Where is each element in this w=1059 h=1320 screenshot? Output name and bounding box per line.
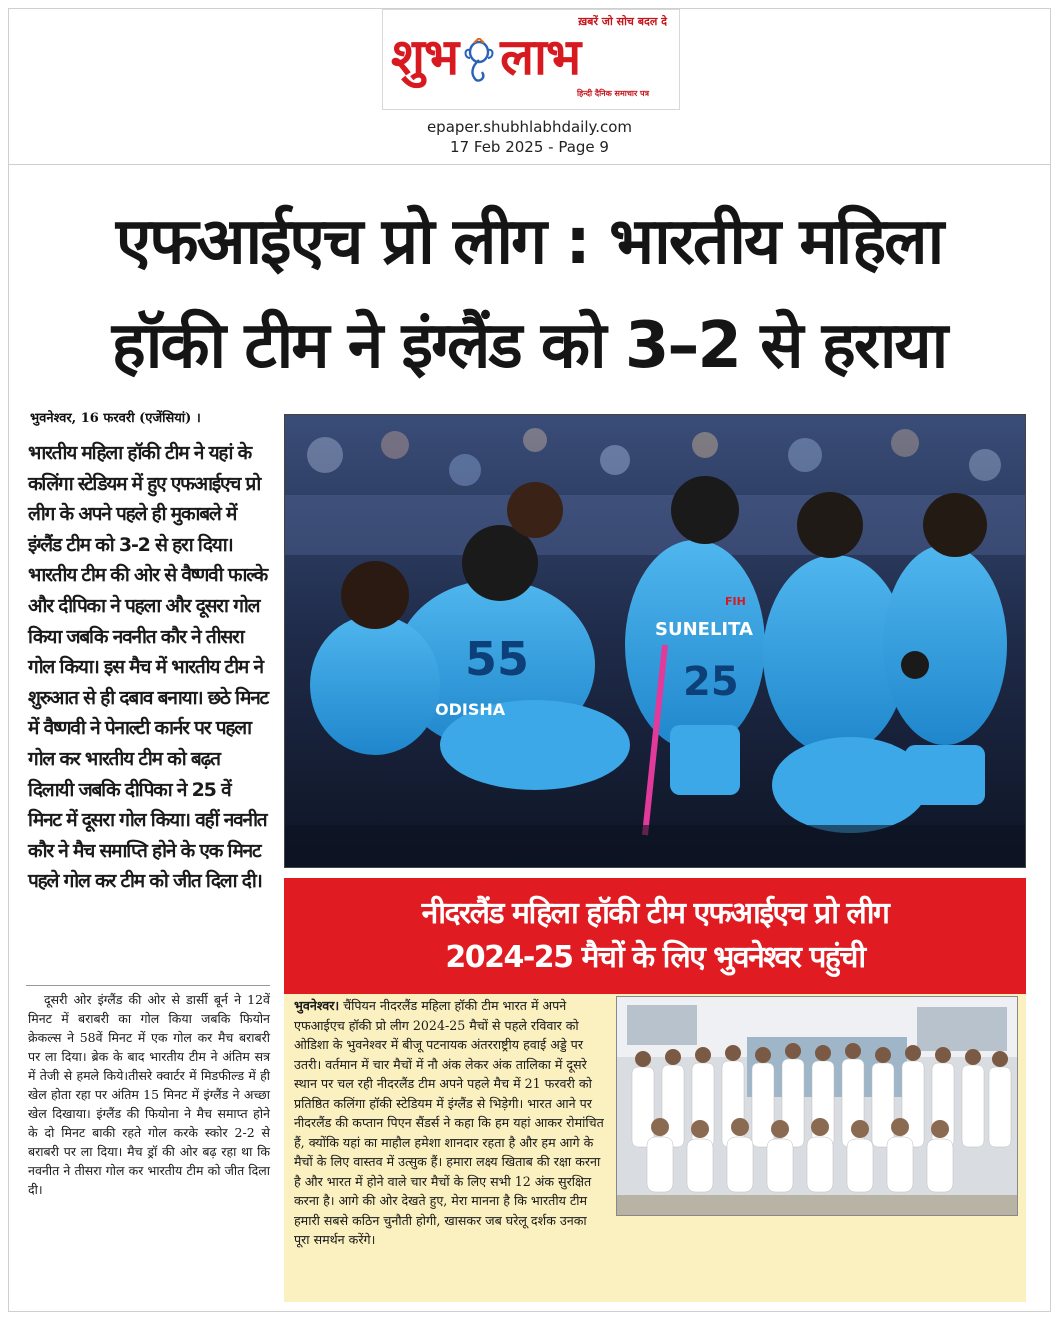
header-divider <box>8 164 1051 165</box>
jersey-text-odisha: ODISHA <box>435 700 506 719</box>
headline-line-2: हॉकी टीम ने इंग्लैंड को 3–2 से हराया <box>111 309 947 383</box>
masthead[interactable] <box>382 9 680 110</box>
logo-text-right: लाभ <box>500 27 581 86</box>
epaper-url[interactable]: epaper.shubhlabhdaily.com <box>426 118 633 136</box>
box-headline <box>284 878 1026 994</box>
box-headline-line-1: नीदरलैंड महिला हॉकी टीम एफआईएच प्रो लीग <box>421 896 889 931</box>
story-dateline: भुवनेश्वर, 16 फरवरी (एजेंसियां) । <box>30 411 201 426</box>
logo-text-left: शुभ <box>391 27 459 86</box>
column-divider <box>26 985 270 986</box>
fih-badge: FIH <box>725 595 746 608</box>
jersey-name: SUNELITA <box>655 619 753 640</box>
hockey-team-photo <box>284 414 1026 868</box>
team-arrival-illustration <box>617 997 1018 1216</box>
jersey-number-2: 25 <box>683 659 739 705</box>
ganesh-icon <box>462 38 496 84</box>
box-dateline: भुवनेश्वर। <box>294 998 340 1013</box>
masthead-subtitle: हिन्दी दैनिक समाचार पत्र <box>576 89 649 98</box>
jersey-number-1: 55 <box>465 632 530 686</box>
sidebar-news-box <box>284 878 1026 1302</box>
box-story-body <box>294 996 1018 1250</box>
headline-line-1: एफआईएच प्रो लीग : भारतीय महिला <box>115 205 943 279</box>
hockey-team-illustration <box>285 415 1026 868</box>
box-headline-line-2: 2024-25 मैचों के लिए भुवनेश्वर पहुंची <box>445 940 865 975</box>
box-body-text: चैंपियन नीदरलैंड महिला हॉकी टीम भारत में अपने एफआईएच हॉकी प्रो लीग 2024-25 मैचों से पहले रविवार को ओडिशा के भुवनेश्वर में बीजू पटनायक अंतरराष्ट्रीय हवाई अड्डे पर उतरी। वर्तमान में चार मैचों में नौ अंक लेकर अंक तालिका में दूसरे स्थान पर चल रही नीदरलैंड टीम अपने पहले मैच में 21 फरवरी को प्रतिष्ठित कलिंगा हॉकी स्टेडियम में इंग्लैंड से भिड़ेगी। भारत आने पर नीदरलैंड की कप्तान पिएन सैंडर्स ने कहा कि हम यहां आकर रोमांचित हैं, क्योंकि यहां का माहौल हमेशा शानदार रहता है और हम आगे के मैचों के लिए वास्तव में उत्सुक हैं। हमारा लक्ष्य खिताब की रक्षा करना है और भारत में होने वाले चार मैचों के लिए सभी 12 अंक सुरक्षित करना है। आगे की ओर देखते हुए, मेरा मानना है कि भारतीय टीम हमारी सबसे कठिन चुनौती होगी, खासकर जब घरेलू दर्शक उनका पूरा समर्थन करेंगे। <box>294 998 604 1247</box>
newspaper-logo <box>391 22 675 92</box>
masthead-tagline: ख़बरें जो सोच बदल दे <box>578 15 667 28</box>
netherlands-team-photo <box>616 996 1018 1216</box>
main-headline <box>14 190 1044 398</box>
story-body: दूसरी ओर इंग्लैंड की ओर से डार्सी बूर्न ने 12वें मिनट में बराबरी का गोल किया जबकि फियोन क्रेकल्स ने 58वें मिनट में एक गोल कर मैच बराबरी पर ला दिया। ब्रेक के बाद भारतीय टीम ने अंतिम सत्र में तेजी से हमले किये।तीसरे क्वार्टर में मिडफील्ड में ही खेल होता रहा पर अंतिम 15 मिनट में इंग्लैंड ने अच्छा खेल दिखाया। इंग्लैंड की फियोना ने मैच समाप्त होने के दो मिनट बाकी रहते गोल करके स्कोर 2-2 से बराबरी पर ला दिया। मैच ड्रॉ की ओर बढ़ रहा था कि नवनीत ने तीसरा गोल कर भारतीय टीम को जीत दिला दी। <box>28 992 270 1197</box>
edition-date-page: 17 Feb 2025 - Page 9 <box>450 138 609 156</box>
story-lead: भारतीय महिला हॉकी टीम ने यहां के कलिंगा स्टेडियम में हुए एफआईएच प्रो लीग के अपने पहले ही मुकाबले में इंग्लैंड टीम को 3-2 से हरा दिया। भारतीय टीम की ओर से वैष्णवी फाल्के और दीपिका ने पहला और दूसरा गोल किया जबकि नवनीत कौर ने तीसरा गोल किया। इस मैच में भारतीय टीम ने शुरुआत से ही दबाव बनाया। छठे मिनट में वैष्णवी ने पेनाल्टी कार्नर पर पहला गोल कर भारतीय टीम को बढ़त दिलायी जबकि दीपिका ने 25 वें मिनट में दूसरा गोल किया। वहीं नवनीत कौर ने मैच समाप्ति होने के एक मिनट पहले गोल कर टीम को जीत दिला दी। <box>28 442 268 893</box>
